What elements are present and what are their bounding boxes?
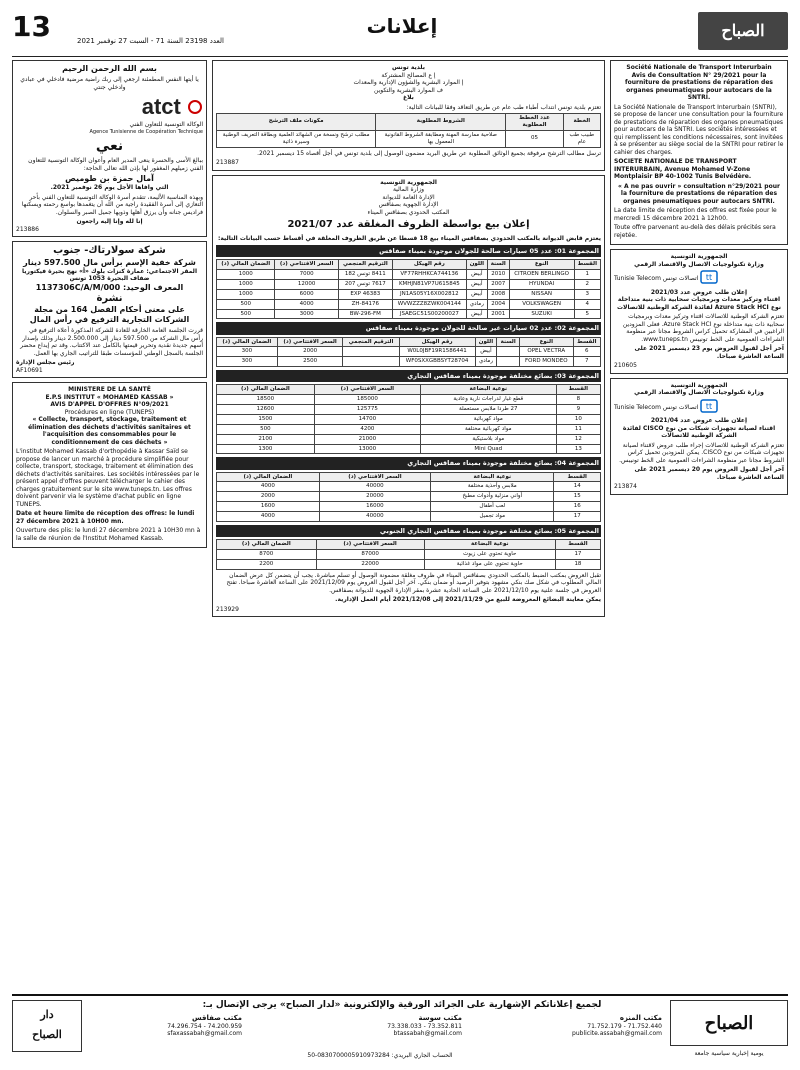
ministry-name: وزارة تكنولوجيات الاتصال والاقتصاد الرقمي (634, 260, 764, 268)
ministry-name: MINISTERE DE LA SANTÉ (68, 386, 151, 394)
table-row (217, 414, 601, 424)
office-email[interactable]: publicite.assabah@gmail.com (572, 1030, 662, 1038)
table-cell: 8 (556, 395, 600, 405)
company-notice-ad (12, 241, 207, 378)
table-cell (497, 347, 520, 357)
office-sfax (92, 1014, 242, 1038)
table-cell: 40000 (319, 512, 430, 522)
table-cell: 12 (556, 434, 600, 444)
tender-title: إعلان طلب عروض عدد 2021/03 (650, 288, 748, 296)
table-header: الترقيم المنجمي (338, 260, 392, 270)
table-row (217, 347, 601, 357)
customs-republic: الجمهورية التونسية (380, 178, 437, 186)
table-header: مكونات ملف الترشح (217, 114, 376, 131)
tt-logo (614, 270, 784, 287)
customs-text: تقبل العروض بمكتب الضبط بالمكتب الحدودي بصفاقس الميناء في ظروف مغلقة مضمونة الوصول أو تسلم مباشرة. يجب أن يتضمن كل عرض الضمان المالي المطلوب في شكل صك بنكي مشهود بتوفير الرصيد أو ضمان بنكي. آخر أجل لقبول العروض يوم 2021/12/09 على الساعة العاشرة صباحا. تفتح العروض في جلسة علنية يوم 2021/12/10 على الساعة الحادية عشرة بمقر الإدارة الجهوية للديوانة بصفاقس. (226, 571, 601, 594)
footer-logo-dar (12, 1000, 82, 1052)
table-cell (343, 357, 399, 367)
table-cell: VOLKSWAGEN (509, 299, 574, 309)
table-cell: 1600 (217, 502, 320, 512)
tt-logo (614, 399, 784, 416)
ad-reference: 210605 (614, 362, 637, 369)
table-row (217, 309, 601, 319)
table-cell: FORD MONDEO (520, 357, 574, 367)
table-cell: مواد كهربائية مختلفة (420, 424, 556, 434)
table-cell: 12600 (217, 405, 315, 415)
table-cell: قطع غيار لدراجات نارية وعادية (420, 395, 556, 405)
tender-text: تعتزم الشركة الوطنية للاتصالات إجراء طلب عروض لاقتناء لصيانة تجهيزات شبكات من نوع CISCO. يمكن للمزودين تحميل كراس الشروط مجانا عبر منظومة الشراءات العمومية على الخط تونيبس. (619, 441, 784, 464)
table-cell: 2500 (277, 357, 343, 367)
table-cell: HYUNDAI (509, 279, 574, 289)
ad-reference: 213929 (216, 605, 239, 613)
table-cell: 2100 (217, 434, 315, 444)
table-cell: 2200 (217, 559, 317, 569)
table-cell: WVWZZZ8ZWK004144 (392, 299, 466, 309)
table-header: الخطة (563, 114, 600, 131)
sntri-address: SOCIETE NATIONALE DE TRANSPORT INTERURBAIN, Avenue Mohamed V-Zone Montplaisir BP 40-1002 Tunis Belvédère. (614, 158, 752, 180)
municipality-title: بلدية تونس (392, 64, 425, 71)
table-cell: أبيض (466, 289, 487, 299)
municipality-ad (212, 60, 605, 171)
office-name: مكتب سوسة (418, 1014, 462, 1022)
office-phone: 73.352.811 - 73.338.033 (387, 1022, 462, 1030)
table-cell: 18 (555, 559, 600, 569)
page-number: 13 (12, 10, 51, 43)
table-cell: 87000 (316, 549, 424, 559)
table-row (217, 424, 601, 434)
table-cell: أبيض (475, 347, 497, 357)
table-cell: BW-296-FM (338, 309, 392, 319)
table-cell: 8411 تونس 182 (338, 270, 392, 280)
table-cell: 13000 (314, 444, 420, 454)
page-header (12, 10, 788, 54)
table-header: القسط (556, 385, 600, 395)
table-cell: مواد كهربائية (420, 414, 556, 424)
table-header: الضمان المالي (د) (217, 385, 315, 395)
table-cell: KMHJN81VP7U615845 (392, 279, 466, 289)
table-cell: 1000 (217, 279, 275, 289)
table-cell: 14 (554, 482, 601, 492)
table-cell: OPEL VECTRA (520, 347, 574, 357)
table-header: اللون (466, 260, 487, 270)
table-header: النوع (520, 337, 574, 347)
table-cell: Mini Quad (420, 444, 556, 454)
table-cell: 2001 (487, 309, 509, 319)
tt-tender-ad-1 (610, 249, 788, 374)
table-header: الضمان المالي (د) (217, 472, 320, 482)
naai-text: ببالغ الأسى والحسرة ينعى المدير العام وأعوان الوكالة التونسية للتعاون الفني زميلهم المغفور لها بإذن الله تعالى الحاجة: (28, 157, 203, 172)
table-cell: أبيض (466, 270, 487, 280)
office-name: مكتب صفاقس (191, 1014, 242, 1022)
table-header: الترقيم المنجمي (343, 337, 399, 347)
table-cell: NISSAN (509, 289, 574, 299)
cars-table-2 (216, 337, 601, 368)
lot-title: المجموعة 03: بضائع مختلفة موجودة بميناء صفاقس التجاري (216, 370, 601, 382)
table-row (217, 130, 601, 147)
tender-text: تعتزم الشركة الوطنية للاتصالات اقتناء وتركيز معدات وبرمجيات سحابية ذات بنية متداخلة نوع Azure Stack HCI. فعلى المزودين الراغبين في المشاركة تحميل كراس الشروط مجانا عبر منظومة الشراءات العمومية على الخط تونيبس www.tuneps.tn. (622, 313, 784, 343)
table-header: السنة (487, 260, 509, 270)
table-cell: 18500 (217, 395, 315, 405)
table-row (217, 299, 601, 309)
office-phone: 71.752.440 - 71.752.179 (587, 1022, 662, 1030)
footer-tagline: يومية إخبارية سياسية جامعة (694, 1050, 764, 1057)
table-header: الضمان المالي (د) (217, 540, 317, 550)
table-header: نوعية البضاعة (420, 385, 556, 395)
quran-verse: يا أيتها النفس المطمئنة ارجعي إلى ربك راضية مرضية فادخلي في عبادي وادخلي جنتي (20, 76, 199, 91)
tt-logo-icon (700, 270, 718, 287)
table-cell: صلاحية ممارسة المهنة ومطابقة الشروط القانونية المعمول بها (376, 130, 506, 147)
table-row (217, 559, 601, 569)
table-cell: 300 (217, 347, 278, 357)
municipality-line: إ الموارد البشرية والشؤون الإدارية والمعدات (353, 79, 464, 86)
company-id: المعرف الوحيد: 1137306C/A/M/000 (35, 282, 184, 292)
table-cell: 7000 (275, 270, 338, 280)
tender-deadline: آخر أجل لقبول العروض يوم 23 ديسمبر 2021 على الساعة العاشرة صباحا. (634, 345, 784, 360)
republic: الجمهورية التونسية (670, 253, 728, 260)
table-cell: 13 (556, 444, 600, 454)
table-cell: رمادي (466, 299, 487, 309)
customs-headline: إعلان بيع بواسطة الظروف المغلقة عدد 2021/07 (287, 219, 530, 230)
customs-visit: يمكن معاينة البضائع المعروضة للبيع من 2021/11/29 إلى 2021/12/08 أيام العمل الإدارية. (335, 596, 601, 604)
table-cell: 05 (506, 130, 563, 147)
table-cell: 2004 (487, 299, 509, 309)
aoo-opening: Ouverture des plis: le lundi 27 décembre 2021 à 10H30 mn à la salle de réunion de l'Institut Mohamed Kassab. (16, 527, 201, 542)
table-cell: 15 (554, 492, 601, 502)
table-cell: 4000 (275, 299, 338, 309)
table-cell: 5 (574, 309, 600, 319)
atct-circle-icon (187, 95, 203, 121)
company-notice-word: نشرة (96, 292, 123, 304)
table-cell: 1500 (217, 414, 315, 424)
sntri-validity: Toute offre parvenant au-delà des délais précités sera rejetée. (614, 224, 776, 239)
table-row (217, 434, 601, 444)
newspaper-logo: الصباح (698, 12, 788, 50)
company-address: المقر الاجتماعي: عمارة كنزات بلوك «أ» نهج بحيرة فيكتوريا ضفاف البحيرة 1053 تونس (21, 267, 197, 283)
table-cell: أبيض (466, 309, 487, 319)
company-form: شركة خفية الإسم برأس مال 597.500 دينار (23, 257, 196, 267)
obituary-ad (12, 60, 207, 237)
table-cell: 125775 (314, 405, 420, 415)
atct-name: الوكالة التونسية للتعاون الفني (129, 121, 203, 129)
goods-table-3 (216, 384, 601, 454)
table-cell: 7617 تونس 207 (338, 279, 392, 289)
table-row (217, 279, 601, 289)
table-header: السنة (497, 337, 520, 347)
table-cell: 8700 (217, 549, 317, 559)
table-cell: حاوية تحتوي على زيوت (424, 549, 555, 559)
ad-reference: 213886 (16, 225, 39, 233)
office-email[interactable]: btassabah@gmail.com (393, 1030, 462, 1038)
table-cell: VF77RHHKCA744136 (392, 270, 466, 280)
atct-logo-block (16, 94, 203, 135)
table-header: عدد الخطط المطلوبة (506, 114, 563, 131)
table-cell: 2008 (487, 289, 509, 299)
table-cell: 185000 (314, 395, 420, 405)
condolence-text: وبهذه المناسبة الأليمة، تتقدم أسرة الوكالة التونسية للتعاون الفني بأحر التعازي إلى أسرة الفقيدة راجية من الله أن يتغمدها بواسع رحمته ويسكنها فراديس جنانه وأن يرزق أهلها وذويها جميل الصبر والسلوان. (21, 193, 203, 216)
tt-name: اتصالات تونس (662, 274, 699, 282)
office-sousse (312, 1014, 462, 1038)
lot-title: المجموعة 04: بضائع مختلفة موجودة بميناء صفاقس التجاري (216, 457, 601, 469)
footer-logo: الصباح (670, 1000, 788, 1046)
table-cell: 22000 (316, 559, 424, 569)
table-header: النوع (509, 260, 574, 270)
table-cell: مواد تجميل (431, 512, 554, 522)
aoo-deadline: Date et heure limite de réception des offres: le lundi 27 décembre 2021 à 10H00 mn. (16, 510, 195, 525)
sntri-title: Société Nationale de Transport Interurbain (626, 64, 772, 71)
table-cell: CITROEN BERLINGO (509, 270, 574, 280)
ministry-name: وزارة تكنولوجيات الاتصال والاقتصاد الرقمي (634, 389, 764, 396)
table-cell: JSAEGC51S00200027 (392, 309, 466, 319)
customs-line: الإدارة العامة للديوانة (382, 193, 435, 201)
table-cell: 2000 (277, 347, 343, 357)
svg-text:tt: tt (706, 401, 713, 411)
table-cell: 500 (217, 424, 315, 434)
company-text: قررت الجلسة العامة الخارقة للعادة للشركة المذكورة أعلاه الترفيع في رأس مال الشركة من 597.500 دينار إلى 2.500.000 دينار وذلك بإصدار أسهم جديدة نقدية وتحرير قيمتها بالكامل عند الاكتتاب. وقد تم إيداع محضر الجلسة بالسجل الوطني للمؤسسات طبقا للتراتيب الجاري بها العمل. (20, 327, 203, 357)
office-name: مكتب المنزه (619, 1014, 662, 1022)
table-header: القسط (555, 540, 600, 550)
lot-title: المجموعة 01: عدد 05 سيارات صالحة للجولان موجودة بميناء صفاقس (216, 245, 601, 257)
municipality-intro: تعتزم بلدية تونس انتداب أطباء طب عام عن طريق التعاقد وفقا للبيانات التالية: (406, 103, 601, 111)
table-cell: 1000 (217, 270, 275, 280)
tender-deadline: آخر أجل لقبول العروض يوم 20 ديسمبر 2021 على الساعة العاشرة صباحا. (634, 466, 784, 481)
table-cell: 4000 (217, 512, 320, 522)
sntri-mention: « A ne pas ouvrir » consultation n°29/2021 pour la fourniture de prestations de réparation des organes pneumatiques pour autocars SNTRI. (618, 182, 780, 205)
table-row (217, 357, 601, 367)
table-cell: 11 (556, 424, 600, 434)
page-footer (12, 994, 788, 1064)
company-sign: رئيس مجلس الإدارة (16, 359, 75, 367)
table-header: الشروط المطلوبة (376, 114, 506, 131)
svg-text:tt: tt (706, 273, 713, 282)
footer-title: لجميع إعلاناتكم الإشهارية على الجرائد الورقية والإلكترونية «لدار الصباح» يرجى الإتصال بـ: (202, 1000, 602, 1010)
customs-line: وزارة المالية (392, 186, 425, 193)
table-header: السعر الافتتاحي (د) (277, 337, 343, 347)
naai-title: نعي (95, 137, 124, 154)
table-cell: 2010 (487, 270, 509, 280)
table-cell: 4000 (217, 482, 320, 492)
table-cell: حاوية تحتوي على مواد غذائية (424, 559, 555, 569)
table-cell: أواني منزلية وأدوات مطبخ (431, 492, 554, 502)
table-header: السعر الافتتاحي (د) (275, 260, 338, 270)
aoo-object: « Collecte, transport, stockage, traitement et élimination des déchets d'activités sanitaires et l'acquisition des consommables pour le conditionnement de ces déchets » (28, 416, 191, 446)
table-header: الضمان المالي (د) (217, 337, 278, 347)
table-row (217, 512, 601, 522)
office-manzah (512, 1014, 662, 1038)
sntri-avis: Avis de Consultation N° 29/2021 pour la fourniture de prestations de réparation des organes pneumatiques pour autocars de la SNTRI. (625, 71, 773, 101)
customs-intro: يعتزم قابض الديوانة بالمكتب الحدودي بصفاقس الميناء بيع 18 قسطا عن طريق الظروف المغلقة في أقساط حسب البيانات التالية: (217, 234, 601, 242)
right-column (610, 60, 788, 990)
customs-sale-ad (212, 175, 605, 618)
aoo-title: AVIS D'APPEL D'OFFRES N°09/2021 (50, 401, 169, 409)
institute-name: E.P.S INSTITUT « MOHAMED KASSAB » (45, 393, 174, 401)
goods-table-5 (216, 539, 601, 570)
logo-dar-b: الصباح (32, 1028, 62, 1041)
table-cell: مطلب ترشح ونسخة من الشهائد العلمية وبطاقة التعريف الوطنية وسيرة ذاتية (217, 130, 376, 147)
company-law: على معنى أحكام الفصل 164 من مجلة الشركات التجارية الترفيع في رأس المال (29, 305, 190, 325)
table-cell: 500 (217, 299, 275, 309)
tt-latin: Tunisie Telecom (614, 274, 661, 282)
table-header: نوعية البضاعة (431, 472, 554, 482)
recruitment-table (216, 113, 601, 148)
municipality-line: بلاغ (403, 94, 414, 101)
table-cell: 20000 (319, 492, 430, 502)
issue-line: العدد 23198 السنة 71 - السبت 27 نوفمبر 2021 (77, 37, 224, 45)
table-header: اللون (475, 337, 497, 347)
table-cell: 16 (554, 502, 601, 512)
bismillah: بسم الله الرحمن الرحيم (62, 64, 157, 73)
table-cell: 17 (555, 549, 600, 559)
table-header: السعر الافتتاحي (د) (316, 540, 424, 550)
tender-object: اقتناء لصيانة تجهيزات شبكات من نوع CISCO لفائدة الشركة الوطنية للاتصالات (622, 424, 776, 439)
company-title: شركة سولارتاك- جنوب (53, 245, 166, 257)
municipality-line: إ ع المصالح المشتركة (381, 71, 436, 79)
table-cell: 4200 (314, 424, 420, 434)
table-cell: WF0SXXGBBSYT28704 (399, 357, 475, 367)
tender-institute-ad (12, 382, 207, 548)
table-cell: 1000 (217, 289, 275, 299)
table-cell: 2 (574, 279, 600, 289)
table-cell (343, 347, 399, 357)
table-cell: 7 (573, 357, 600, 367)
table-cell: 4 (574, 299, 600, 309)
ad-reference: 213887 (216, 159, 239, 166)
table-header: رقم الهيكل (399, 337, 475, 347)
table-cell (497, 357, 520, 367)
table-cell: 16000 (319, 502, 430, 512)
section-title: إعلانات (366, 14, 438, 38)
table-header: القسط (574, 260, 600, 270)
table-cell: 500 (217, 309, 275, 319)
table-row (217, 395, 601, 405)
ad-reference: AF10691 (16, 366, 43, 374)
table-cell: 3000 (275, 309, 338, 319)
death-date: التي وافاها الأجل يوم 26 نوفمبر 2021. (50, 184, 169, 192)
aoo-text: L'institut Mohamed Kassab d'orthopédie à Kassar Saïd se propose de lancer un marché à procédure simplifiée pour collecte, transport, stockage, traitement et élimination des déchets d'activités sanitaires. Les sociétés intéressées par le présent appel d'offres peuvent télécharger le cahier des charges gratuitement sur le site www.tuneps.tn. Les offres doivent parvenir via le système d'achat public en ligne TUNEPS. (16, 448, 200, 508)
table-header: القسط (573, 337, 600, 347)
table-cell: رمادي (475, 357, 497, 367)
table-cell: أبيض (466, 279, 487, 289)
atct-logo-text: atct (141, 94, 181, 119)
goods-table-4 (216, 472, 601, 522)
office-phone: 74.200.959 - 74.296.754 (167, 1022, 242, 1030)
cars-table-1 (216, 259, 601, 319)
table-header: السعر الافتتاحي (د) (314, 385, 420, 395)
table-cell: 40000 (319, 482, 430, 492)
table-cell: طبيب طب عام (563, 130, 600, 147)
table-cell: EXP 46383 (338, 289, 392, 299)
table-cell: 2007 (487, 279, 509, 289)
table-row (217, 492, 601, 502)
table-cell: 27 طردا ملابس مستعملة (420, 405, 556, 415)
table-cell: 1 (574, 270, 600, 280)
table-row (217, 289, 601, 299)
ad-reference: 213874 (614, 483, 637, 490)
header-divider (12, 56, 788, 57)
table-header: القسط (554, 472, 601, 482)
sntri-deadline: La date limite de réception des offres est fixée pour le mercredi 15 décembre 2021 à 12h00. (614, 207, 777, 222)
table-row (217, 482, 601, 492)
logo-dar-a: دار (40, 1008, 54, 1021)
table-cell: 21000 (314, 434, 420, 444)
table-cell: W0L0JBF19R1586441 (399, 347, 475, 357)
table-cell: 300 (217, 357, 278, 367)
table-cell: 6 (573, 347, 600, 357)
lot-title: المجموعة 02: عدد 02 سيارات غير صالحة للجولان موجودة بميناء صفاقس (216, 322, 601, 334)
atct-sub: Agence Tunisienne de Coopération Technique (89, 128, 203, 135)
table-cell: 6000 (275, 289, 338, 299)
tt-name: اتصالات تونس (662, 403, 699, 411)
table-row (217, 444, 601, 454)
table-cell: 14700 (314, 414, 420, 424)
table-cell: ملابس وأحذية مختلفة (431, 482, 554, 492)
table-cell: 12000 (275, 279, 338, 289)
table-row (217, 502, 601, 512)
tt-tender-ad-2 (610, 378, 788, 495)
tender-object: اقتناء وتركيز معدات وبرمجيات سحابية ذات بنية متداخلة نوع Azure Stack HCI لفائدة الشركة الوطنية للاتصالات (617, 296, 781, 311)
municipality-line: ف الموارد البشرية والتكوين (374, 86, 443, 94)
table-cell: 10 (556, 414, 600, 424)
table-header: الضمان المالي (د) (217, 260, 275, 270)
table-cell: مواد بلاستيكية (420, 434, 556, 444)
table-row (217, 549, 601, 559)
table-header: نوعية البضاعة (424, 540, 555, 550)
tt-logo-icon (700, 399, 718, 416)
closing-phrase: إنا لله وإنا إليه راجعون (76, 218, 143, 226)
table-row (217, 270, 601, 280)
table-row (217, 405, 601, 415)
table-cell: 17 (554, 512, 601, 522)
sntri-text: La Société Nationale de Transport Interurbain (SNTRI), se propose de lancer une consultation pour la fourniture de prestations de réparation des organes pneumatiques pour autocars de la SNTRI. Les sociétés intéressées et qui remplissent les conditions nécessaires, sont invitées à se présenter au siège social de la SNTRI pour retirer le cahier des charges. (614, 103, 784, 156)
tt-latin: Tunisie Telecom (614, 403, 661, 411)
footer-rib: الحساب الجاري البريدي: 0830700005910973284-50 (307, 1052, 453, 1059)
left-column (12, 60, 207, 990)
table-cell: 3 (574, 289, 600, 299)
sntri-ad (610, 60, 788, 245)
table-cell: 2000 (217, 492, 320, 502)
customs-line: الإدارة الجهوية بصفاقس (378, 201, 439, 208)
table-cell: SUZUKI (509, 309, 574, 319)
table-cell: 1300 (217, 444, 315, 454)
republic: الجمهورية التونسية (670, 381, 728, 389)
table-header: السعر الافتتاحي (د) (319, 472, 430, 482)
office-email[interactable]: sfaxassabah@gmail.com (167, 1030, 242, 1038)
lot-title: المجموعة 05: بضائع مختلفة موجودة بميناء صفاقس التجاري الجنوبي (216, 525, 601, 537)
table-cell: لعب أطفال (431, 502, 554, 512)
deceased-name: آمال حمزة بن طوميص (65, 174, 154, 184)
procedure: Procédures en ligne (TUNEPS) (64, 408, 155, 416)
table-cell: JN1AS05Y16X002812 (392, 289, 466, 299)
customs-line: المكتب الحدودي بصفاقس الميناء (367, 208, 450, 216)
middle-column (212, 60, 605, 990)
table-header: رقم الهيكل (392, 260, 466, 270)
atct-logo (16, 94, 203, 121)
table-cell: 9 (556, 405, 600, 415)
tender-title: إعلان طلب عروض عدد 2021/04 (650, 417, 748, 424)
table-cell: ZH-84176 (338, 299, 392, 309)
municipality-note: ترسل مطالب الترشح مرفوقة بجميع الوثائق المطلوبة عن طريق البريد مضمون الوصول إلى بلدية تونس في أجل أقصاه 15 ديسمبر 2021. (257, 149, 601, 157)
